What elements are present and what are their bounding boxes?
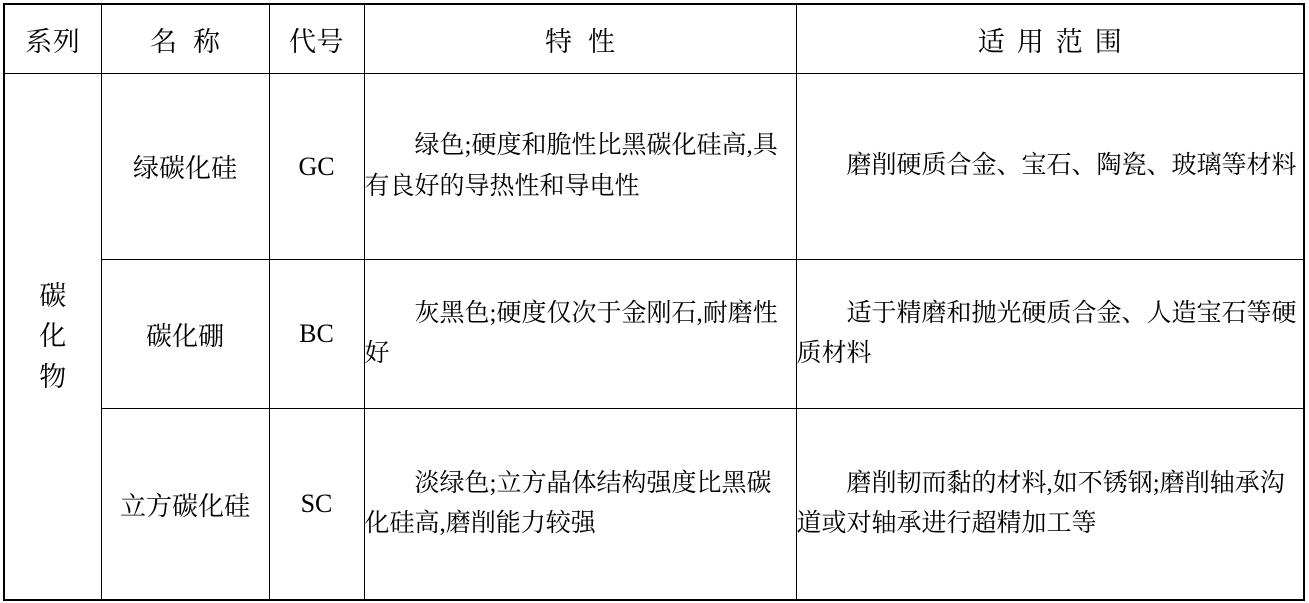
column-header-scope-label: 适用范围 — [977, 26, 1134, 57]
column-header-series-label: 系列 — [25, 26, 81, 57]
column-header-code — [269, 4, 364, 74]
series-group-cell — [4, 74, 101, 601]
table-row — [4, 74, 1304, 260]
table-header-row — [4, 4, 1304, 74]
row-property-cell — [364, 74, 796, 260]
row-name-cell: 立方碳化硅 — [101, 409, 269, 601]
column-header-property — [364, 4, 796, 74]
row-scope-cell — [796, 74, 1304, 260]
table-row — [4, 409, 1304, 601]
row-property-cell — [364, 409, 796, 601]
row-property-text: 绿色;硬度和脆性比黑碳化硅高,具有良好的导热性和导电性 — [364, 132, 778, 200]
row-code-cell: BC — [269, 260, 364, 409]
row-scope-cell — [796, 409, 1304, 601]
column-header-property-label: 特性 — [545, 26, 631, 57]
abrasive-spec-table — [3, 3, 1305, 601]
series-group-label: 碳化物 — [39, 280, 67, 392]
row-scope-text: 磨削硬质合金、宝石、陶瓷、玻璃等材料 — [846, 152, 1297, 180]
row-property-cell — [364, 260, 796, 409]
row-property-text: 灰黑色;硬度仅次于金刚石,耐磨性好 — [364, 299, 778, 367]
column-header-series — [4, 4, 101, 74]
row-code-cell: GC — [269, 74, 364, 260]
row-name-cell: 碳化硼 — [101, 260, 269, 409]
row-code-cell: SC — [269, 409, 364, 601]
document-page — [0, 3, 1309, 603]
table-row — [4, 260, 1304, 409]
row-property-text: 淡绿色;立方晶体结构强度比黑碳化硅高,磨削能力较强 — [364, 469, 772, 537]
row-scope-text: 适于精磨和抛光硬质合金、人造宝石等硬质材料 — [796, 299, 1297, 367]
row-scope-cell — [796, 260, 1304, 409]
column-header-name — [101, 4, 269, 74]
column-header-scope — [796, 4, 1304, 74]
row-name-cell: 绿碳化硅 — [101, 74, 269, 260]
column-header-name-label: 名称 — [150, 26, 236, 57]
row-scope-text: 磨削韧而黏的材料,如不锈钢;磨削轴承沟道或对轴承进行超精加工等 — [796, 469, 1285, 537]
column-header-code-label: 代号 — [289, 26, 344, 57]
